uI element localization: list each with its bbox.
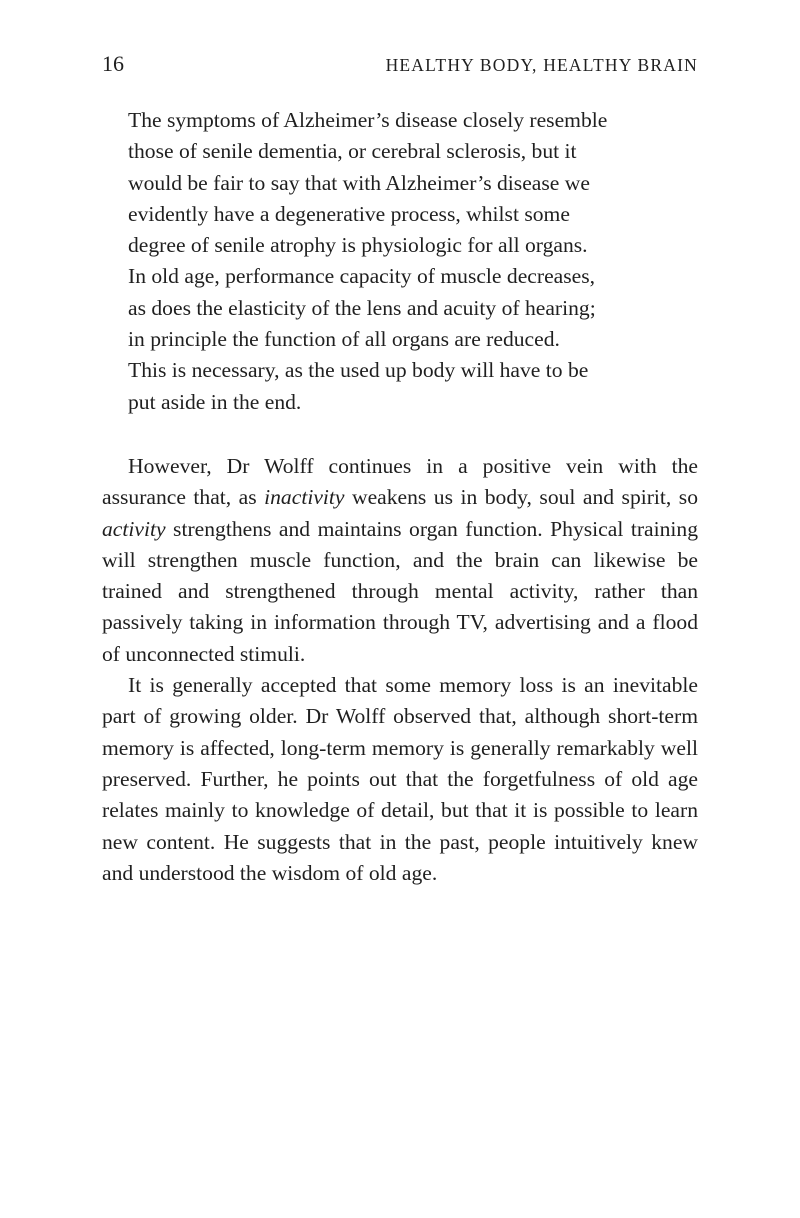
quote-line: those of senile dementia, or cerebral sclerosis, but it xyxy=(128,139,577,164)
quote-line: evidently have a degenerative process, whilst some xyxy=(128,201,570,226)
quote-line: would be fair to say that with Alzheimer’s disease we xyxy=(128,170,590,195)
quote-line: The symptoms of Alzheimer’s disease closely resemble xyxy=(128,108,608,132)
quote-line: in principle the function of all organs are reduced. xyxy=(128,327,560,352)
paragraph: It is generally accepted that some memory loss is an inevitable part of growing older. Dr Wolff observed that, although short-term memory is affected, long-term memory is generally remarkably well preserved. Further, he points out that the forgetfulness of old age relates mainly to knowledge of detail, but that it is possible to learn new content. He suggests that in the past, people intuitively knew and understood the wisdom of old age. xyxy=(102,673,698,885)
quote-line: degree of senile atrophy is physiologic for all organs. xyxy=(128,233,588,258)
quote-line: as does the elasticity of the lens and acuity of hearing; xyxy=(128,295,596,320)
body-text xyxy=(102,451,698,889)
quote-line: This is necessary, as the used up body will have to be xyxy=(128,358,589,383)
paragraph xyxy=(102,451,698,670)
paragraph-text: strengthens and maintains organ function. Physical training will strengthen muscle function, and the brain can likewise be trained and strengthened through mental activity, rather than passively taking in information through TV, advertising and a flood of unconnected stimuli. xyxy=(102,516,698,666)
page-number: 16 xyxy=(102,51,124,76)
emphasis-activity: activity xyxy=(102,516,166,541)
quote-line: put aside in the end. xyxy=(128,389,302,414)
paragraph-text: However, Dr Wolff continues in a positive vein with the assurance that, as xyxy=(102,454,698,510)
block-quote xyxy=(128,105,688,418)
running-title: HEALTHY BODY, HEALTHY BRAIN xyxy=(385,55,698,75)
quote-line: In old age, performance capacity of muscle decreases, xyxy=(128,264,596,289)
paragraph-text: weakens us in body, soul and spirit, so xyxy=(344,485,699,510)
emphasis-inactivity: inactivity xyxy=(264,485,345,510)
running-head xyxy=(102,50,698,80)
